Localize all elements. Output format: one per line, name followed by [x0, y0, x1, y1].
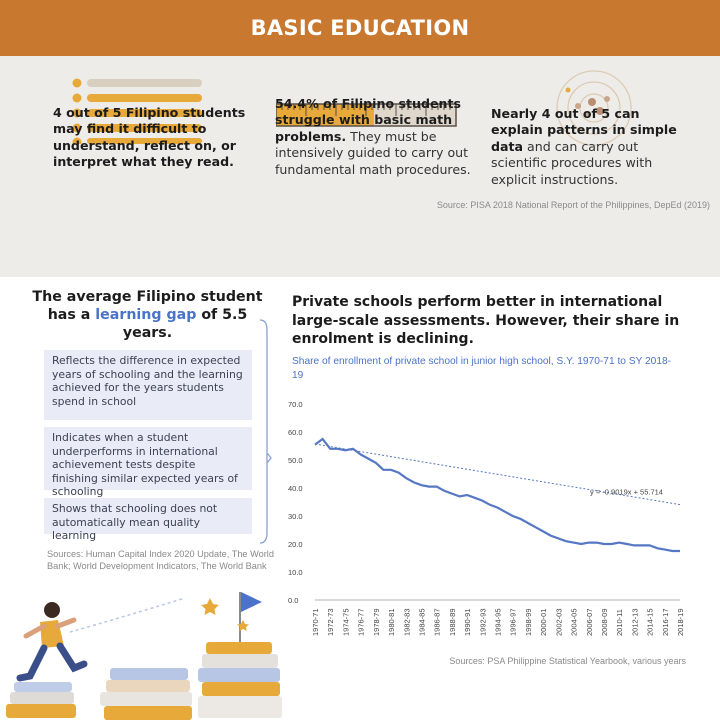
x-tick-label: 2006-07 [584, 608, 594, 636]
x-tick-label: 1994-95 [493, 608, 503, 636]
chart-title: Share of enrollment of private school in junior high school, S.Y. 1970-71 to SY 2018-19 [292, 356, 672, 381]
x-tick-label: 1986-87 [432, 608, 442, 636]
y-tick-label: 0.0 [288, 596, 299, 605]
student-books-illustration [0, 580, 290, 720]
y-tick-label: 70.0 [288, 400, 303, 409]
book-stack-middle [100, 668, 192, 720]
y-tick-label: 50.0 [288, 456, 303, 465]
x-tick-label: 1998-99 [523, 608, 533, 636]
x-tick-label: 1992-93 [478, 608, 488, 636]
gap-point-1: Reflects the difference in expected years of schooling and the learning achieved for the years students spend in school [44, 350, 252, 420]
y-tick-label: 60.0 [288, 428, 303, 437]
x-tick-label: 2002-03 [554, 608, 564, 636]
chart-headline: Private schools perform better in international large-scale assessments. However, their share in enrolment is declining. [292, 294, 680, 347]
y-tick-label: 10.0 [288, 568, 303, 577]
x-tick-label: 1996-97 [508, 608, 518, 636]
banner-title: BASIC EDUCATION [250, 16, 470, 40]
math-stat-rest: They must be intensively guided to carry out fundamental math procedures. [275, 128, 471, 177]
gap-point-2: Indicates when a student underperforms in international achievement tests despite finishing similar expected years of schooling [44, 427, 252, 490]
x-tick-label: 1974-75 [341, 608, 351, 636]
x-tick-label: 1988-89 [447, 608, 457, 636]
y-tick-label: 20.0 [288, 540, 303, 549]
banner [0, 0, 720, 56]
pisa-source: Source: PISA 2018 National Report of the Philippines, DepEd (2019) [436, 200, 710, 210]
trendline-label: y = -0.9019x + 55.714 [590, 487, 663, 497]
gap-bracket-line [258, 318, 272, 548]
x-tick-label: 2000-01 [539, 608, 549, 636]
x-tick-label: 2008-09 [599, 608, 609, 636]
gap-point-3: Shows that schooling does not automatically mean quality learning [44, 498, 252, 534]
x-tick-label: 2004-05 [569, 608, 579, 636]
x-tick-label: 1980-81 [387, 608, 397, 636]
x-tick-label: 1984-85 [417, 608, 427, 636]
science-stat-rest: and can carry out scientific procedures with explicit instructions. [491, 138, 653, 187]
x-tick-label: 1982-83 [402, 608, 412, 636]
science-stat-bold: Nearly 4 out of 5 can explain patterns in simple data [491, 106, 677, 154]
x-tick-label: 1970-71 [311, 608, 320, 636]
reading-stat-text: 4 out of 5 Filipino students may find it difficult to understand, reflect on, or interpret what they read. [53, 105, 246, 170]
x-tick-label: 1978-79 [371, 608, 381, 636]
x-tick-label: 1990-91 [463, 608, 473, 636]
x-tick-label: 2012-13 [630, 608, 640, 636]
gap-title-part1: The average Filipino student has a [32, 289, 263, 323]
x-tick-label: 2016-17 [660, 608, 670, 636]
x-tick-label: 2014-15 [645, 608, 655, 636]
x-tick-label: 1972-73 [326, 608, 336, 636]
learning-gap-title [30, 288, 265, 342]
x-tick-label: 2018-19 [676, 608, 685, 636]
math-stat-bold: 54.4% of Filipino students struggle with basic math problems. [275, 96, 461, 144]
gap-title-part2: of 5.5 years. [122, 307, 248, 341]
y-tick-label: 30.0 [288, 512, 303, 521]
chart-sources: Sources: PSA Philippine Statistical Yearbook, various years [449, 656, 686, 666]
x-tick-label: 2010-11 [615, 609, 625, 636]
x-tick-label: 1976-77 [356, 608, 366, 636]
gap-title-highlight: learning gap [95, 307, 197, 323]
book-stack-left [6, 682, 76, 718]
gap-sources: Sources: Human Capital Index 2020 Update, The World Bank; World Development Indicators, The World Bank [47, 549, 274, 571]
math-stat-text [275, 96, 475, 178]
book-stack-right [198, 642, 282, 718]
science-stat-text [491, 106, 691, 188]
enrollment-line-chart [280, 390, 690, 652]
y-tick-label: 40.0 [288, 484, 303, 493]
